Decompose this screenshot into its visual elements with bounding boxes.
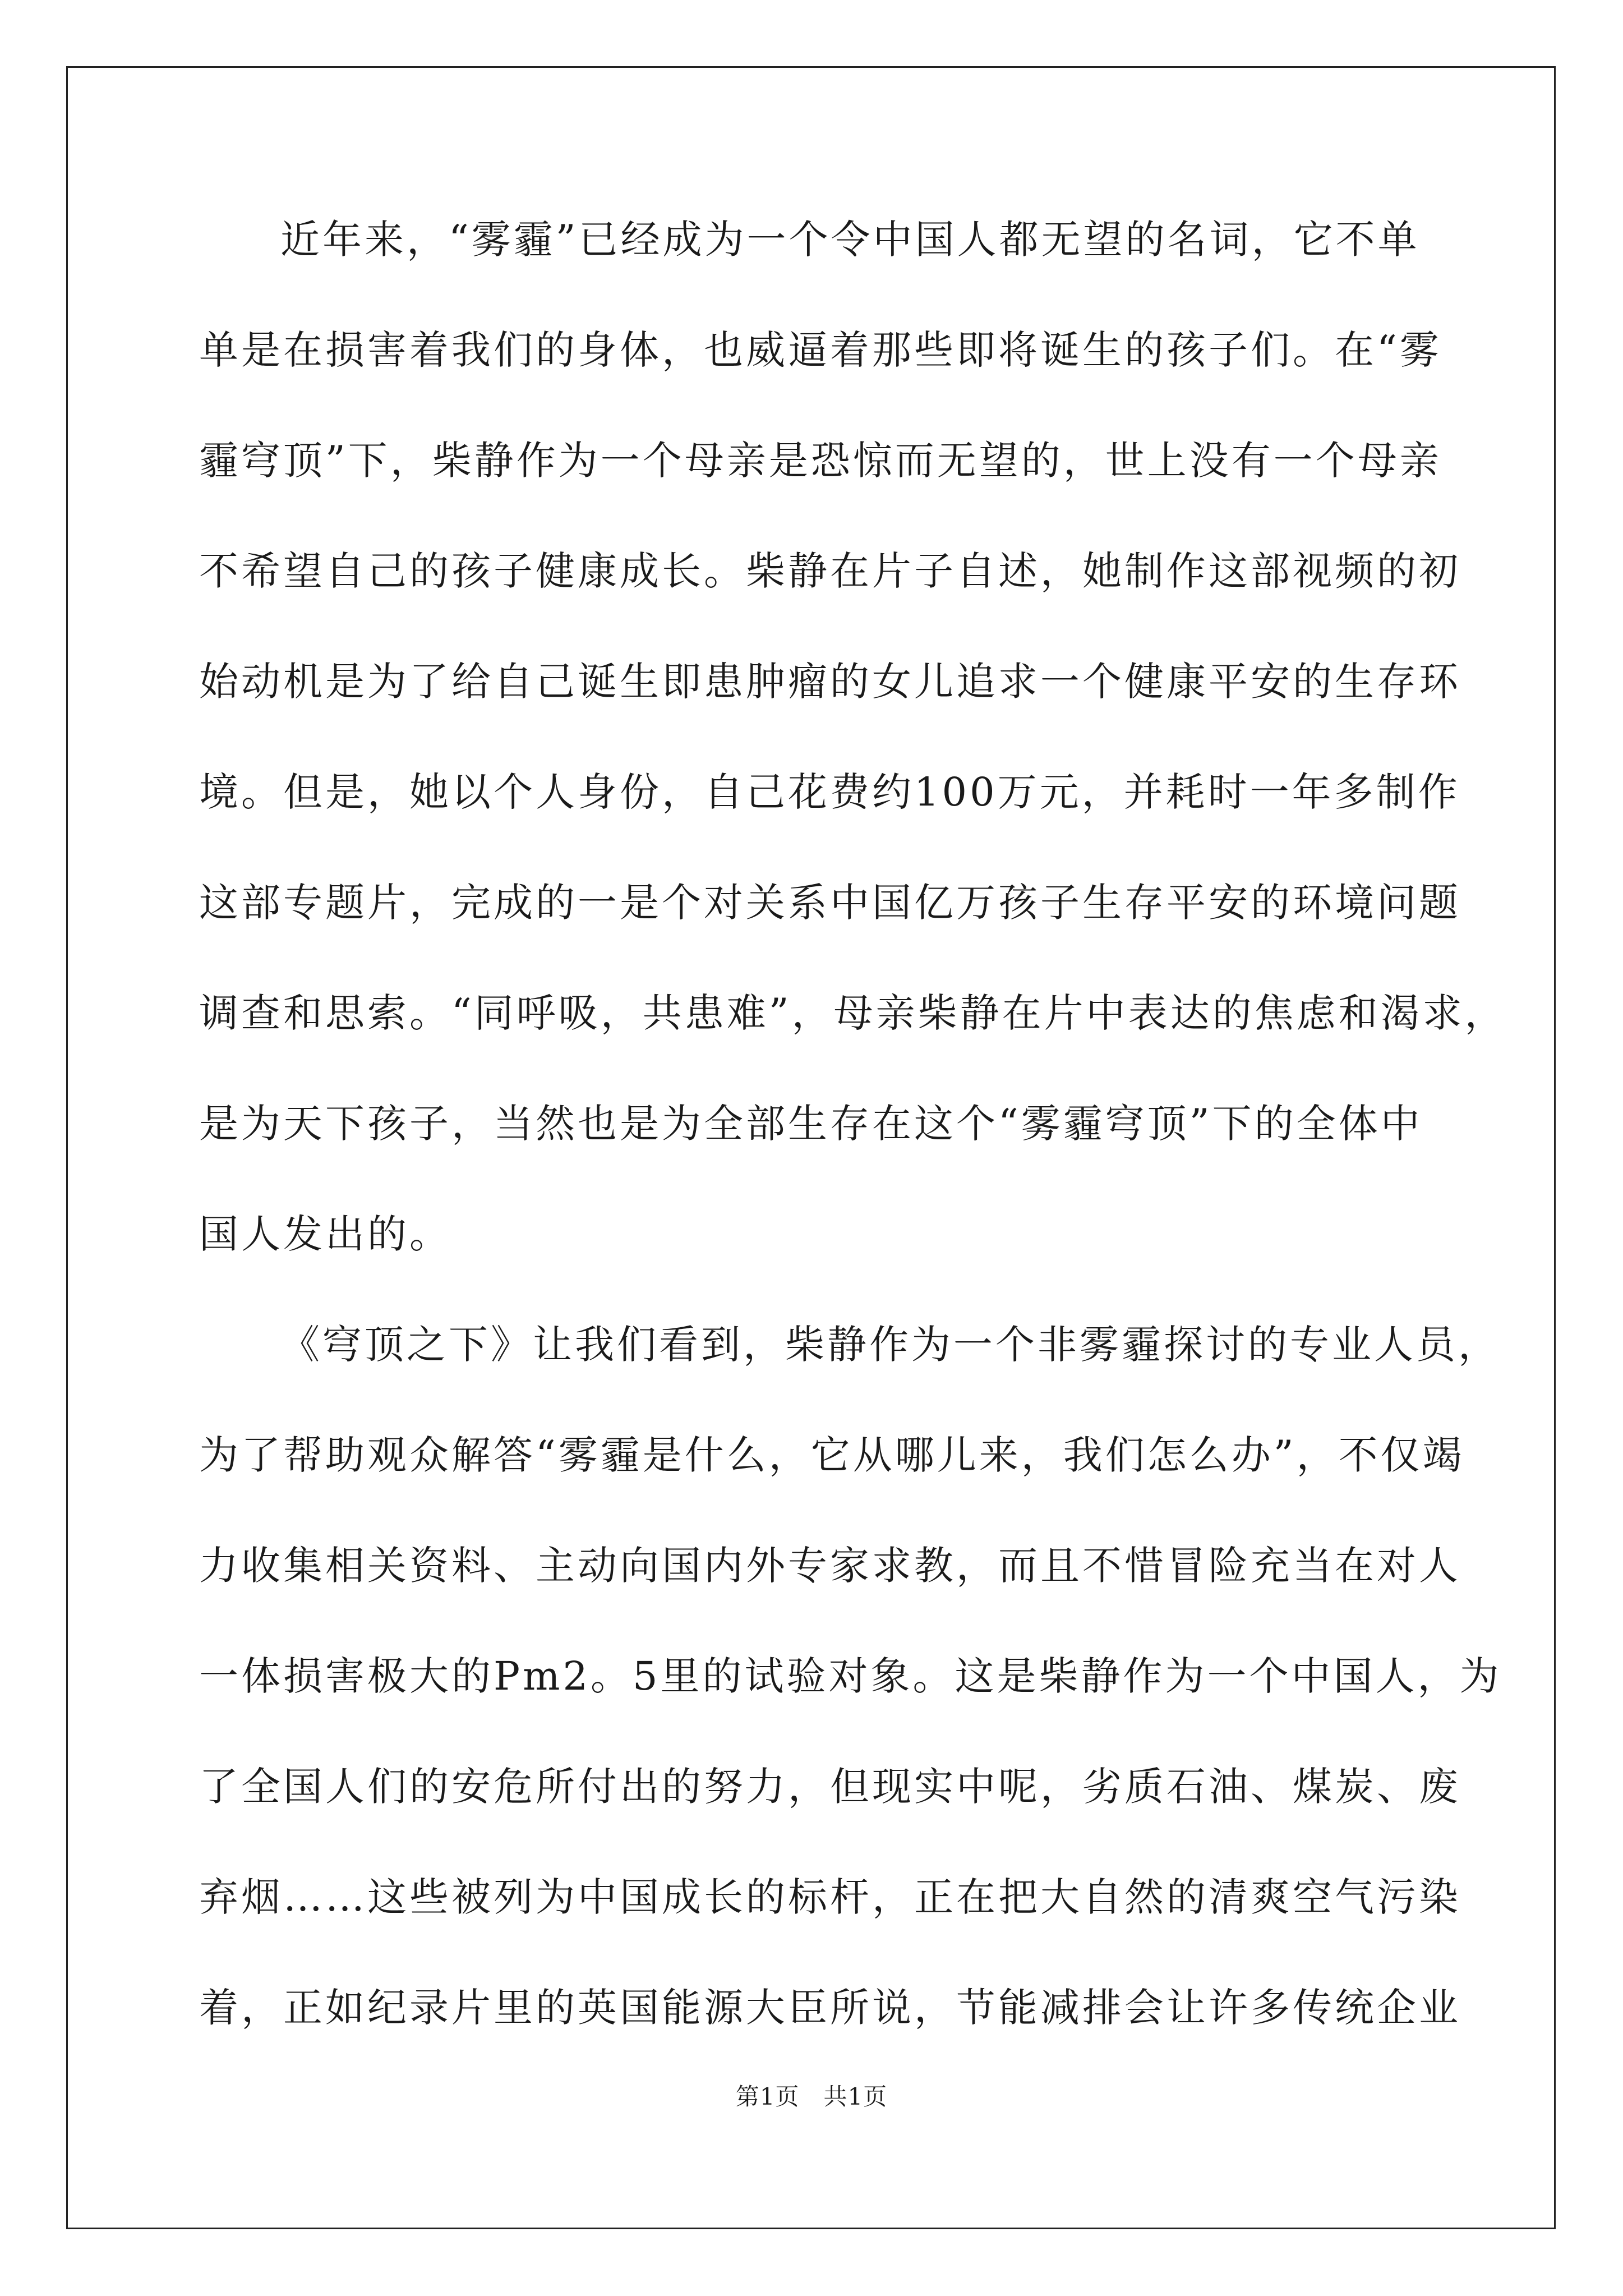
paragraph-1-line-4: 不希望自己的孩子健康成长。柴静在片子自述，她制作这部视频的初 xyxy=(199,548,1461,594)
paragraph-2-line-4: 一体损害极大的Pm2。5里的试验对象。这是柴静作为一个中国人，为 xyxy=(199,1653,1502,1699)
paragraph-1-line-6: 境。但是，她以个人身份，自己花费约100万元，并耗时一年多制作 xyxy=(199,769,1460,815)
paragraph-1-line-10: 国人发出的。 xyxy=(199,1211,451,1257)
paragraph-2-line-2: 为了帮助观众解答“雾霾是什么，它从哪儿来，我们怎么办”，不仅竭 xyxy=(199,1432,1465,1478)
document-body xyxy=(199,209,1507,2087)
paragraph-1-line-9: 是为天下孩子，当然也是为全部生存在这个“雾霾穹顶”下的全体中 xyxy=(199,1101,1423,1147)
paragraph-1-line-8: 调查和思索。“同呼吸，共患难”，母亲柴静在片中表达的焦虑和渴求， xyxy=(199,990,1507,1036)
paragraph-1-line-5: 始动机是为了给自己诞生即患肿瘤的女儿追求一个健康平安的生存环 xyxy=(199,659,1461,705)
paragraph-2-line-1: 《穹顶之下》让我们看到，柴静作为一个非雾霾探讨的专业人员， xyxy=(280,1322,1500,1368)
paragraph-1-line-1: 近年来，“雾霾”已经成为一个令中国人都无望的名词，它不单 xyxy=(280,217,1420,263)
paragraph-2-line-3: 力收集相关资料、主动向国内外专家求教，而且不惜冒险充当在对人 xyxy=(199,1543,1461,1589)
paragraph-1-line-2: 单是在损害着我们的身体，也威逼着那些即将诞生的孩子们。在“雾 xyxy=(199,327,1442,373)
paragraph-1-line-3: 霾穹顶”下，柴静作为一个母亲是恐惊而无望的，世上没有一个母亲 xyxy=(199,438,1442,484)
paragraph-2-line-5: 了全国人们的安危所付出的努力，但现实中呢，劣质石油、煤炭、废 xyxy=(199,1764,1461,1810)
paragraph-2-line-7: 着，正如纪录片里的英国能源大臣所说，节能减排会让许多传统企业 xyxy=(199,1985,1461,2031)
paragraph-2-line-6: 弃烟……这些被列为中国成长的标杆，正在把大自然的清爽空气污染 xyxy=(199,1874,1461,1920)
paragraph-1-line-7: 这部专题片，完成的一是个对关系中国亿万孩子生存平安的环境问题 xyxy=(199,880,1461,926)
page-number-footer: 第1页 共1页 xyxy=(735,2083,888,2110)
